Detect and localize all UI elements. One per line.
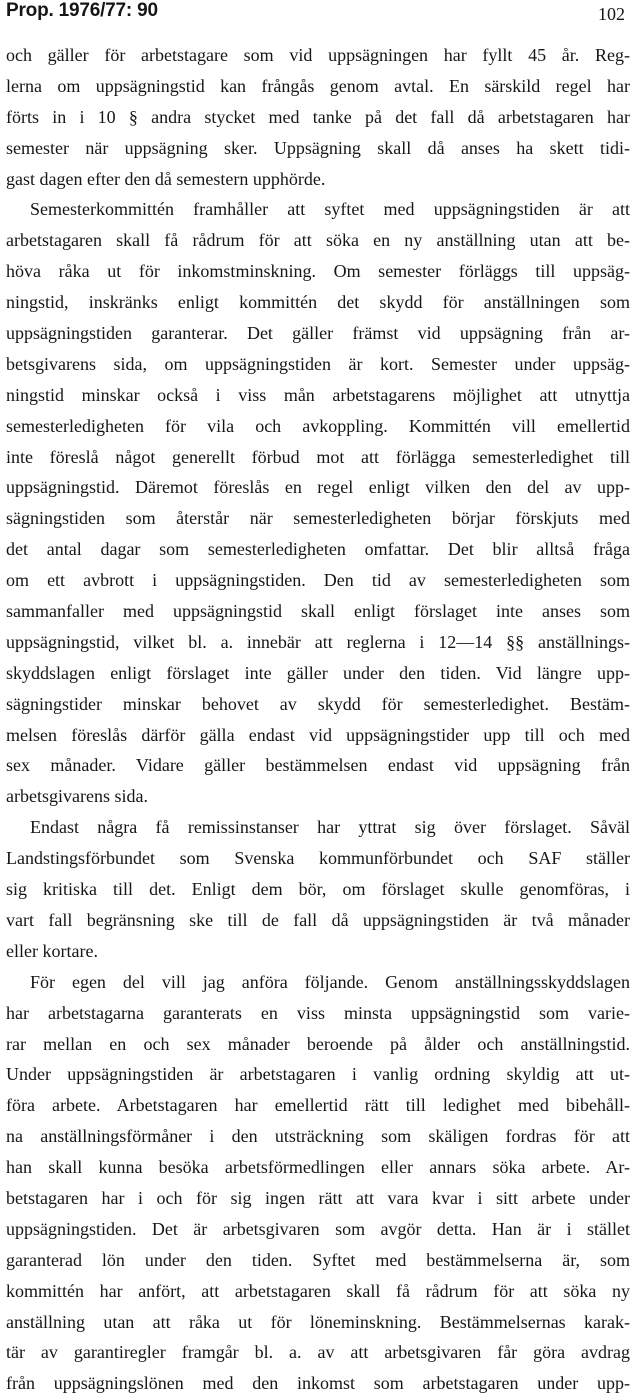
text-line: han skall kunna besöka arbetsförmedlingen eller annars söka arbete. Ar- xyxy=(6,1157,630,1178)
text-line: uppsägningstid. Däremot föreslås en regel enligt vilken den del av upp- xyxy=(6,477,630,498)
text-line: Landstingsförbundet som Svenska kommunförbundet och SAF ställer xyxy=(6,848,630,869)
text-line: förts in i 10 § andra stycket med tanke på det fall då arbetstagaren har xyxy=(6,106,630,127)
text-line: föra arbete. Arbetstagaren har emellertid rätt till ledighet med bibehåll- xyxy=(6,1095,630,1116)
text-line: uppsägningstiden. Det är arbetsgivaren som avgör detta. Han är i stället xyxy=(6,1218,630,1239)
text-line: skyddslagen enligt förslaget inte gäller under den tiden. Vid längre upp- xyxy=(6,662,630,683)
text-line: na anställningsförmåner i den utsträckning som skäligen fordras för att xyxy=(6,1126,630,1147)
text-line: sägningstider minskar behovet av skydd för semesterledighet. Bestäm- xyxy=(6,693,630,714)
text-line: sex månader. Vidare gäller bestämmelsen endast vid uppsägning från xyxy=(6,755,630,776)
text-line: uppsägningstid, vilket bl. a. innebär att reglerna i 12—14 §§ anställnings- xyxy=(6,631,630,652)
text-line: anställning utan att råka ut för löneminskning. Bestämmelsernas karak- xyxy=(6,1311,630,1332)
text-line: sammanfaller med uppsägningstid skall enligt förslaget inte anses som xyxy=(6,601,630,622)
text-line: gast dagen efter den då semestern upphörde. xyxy=(6,168,326,189)
text-line: betstagaren har i och för sig ingen rätt att vara kvar i sitt arbete under xyxy=(6,1187,630,1208)
text-line: rar mellan en och sex månader beroende på ålder och anställningstid. xyxy=(6,1033,630,1054)
text-line: Semesterkommittén framhåller att syftet med uppsägningstiden är att xyxy=(30,199,630,220)
text-line: ningstid, inskränks enligt kommittén det skydd för anställningen som xyxy=(6,292,630,313)
text-line: sägningstiden som återstår när semesterledigheten börjar förskjuts med xyxy=(6,508,630,529)
text-line: inte föreslå något generellt förbud mot att förlägga semesterledighet till xyxy=(6,446,630,467)
text-line: uppsägningstiden garanterar. Det gäller främst vid uppsägning från ar- xyxy=(6,323,630,344)
text-line: betsgivarens sida, om uppsägningstiden är kort. Semester under uppsäg- xyxy=(6,353,630,374)
text-line: garanterad lön under den tiden. Syftet med bestämmelserna är, som xyxy=(6,1249,630,1270)
text-line: arbetstagaren skall få rådrum för att söka en ny anställning utan att be- xyxy=(6,230,630,251)
text-line: kommittén har anfört, att arbetstagaren skall få rådrum för att söka ny xyxy=(6,1280,630,1301)
text-line: eller kortare. xyxy=(6,940,98,961)
text-line: höva råka ut för inkomstminskning. Om semester förläggs till uppsäg- xyxy=(6,261,630,282)
text-line: melsen föreslås därför gälla endast vid uppsägningstider upp till och med xyxy=(6,724,630,745)
text-line: arbetsgivarens sida. xyxy=(6,786,148,807)
text-line: har arbetstagarna garanterats en viss minsta uppsägningstid som varie- xyxy=(6,1002,630,1023)
text-line: semesterledigheten för vila och avkoppling. Kommittén vill emellertid xyxy=(6,415,630,436)
text-line: lerna om uppsägningstid kan frångås genom avtal. En särskild regel har xyxy=(6,75,630,96)
text-line: För egen del vill jag anföra följande. Genom anställningsskyddslagen xyxy=(30,971,630,992)
text-line: tär av garantiregler framgår bl. a. av att arbetsgivaren får göra avdrag xyxy=(6,1342,630,1363)
text-line: semester när uppsägning sker. Uppsägning skall då anses ha skett tidi- xyxy=(6,137,630,158)
text-line: om ett avbrott i uppsägningstiden. Den tid av semesterledigheten som xyxy=(6,570,630,591)
text-line: från uppsägningslönen med den inkomst som arbetstagaren under upp- xyxy=(6,1373,630,1394)
page-header xyxy=(6,0,625,30)
text-line: och gäller för arbetstagare som vid uppsägningen har fyllt 45 år. Reg- xyxy=(6,45,630,65)
text-line: Endast några få remissinstanser har yttrat sig över förslaget. Såväl xyxy=(30,817,630,838)
proposition-reference: Prop. 1976/77: 90 xyxy=(6,0,158,21)
text-line: vart fall begränsning ske till de fall då uppsägningstiden är två månader xyxy=(6,909,630,930)
document-body xyxy=(6,40,630,1399)
text-line: det antal dagar som semesterledigheten omfattar. Det blir alltså fråga xyxy=(6,539,630,560)
text-line: ningstid minskar också i viss mån arbetstagarens möjlighet att utnyttja xyxy=(6,384,630,405)
text-line: sig kritiska till det. Enligt dem bör, om förslaget skulle genomföras, i xyxy=(6,879,630,900)
page-number: 102 xyxy=(598,4,625,24)
text-line: Under uppsägningstiden är arbetstagaren i vanlig ordning skyldig att ut- xyxy=(6,1064,630,1085)
